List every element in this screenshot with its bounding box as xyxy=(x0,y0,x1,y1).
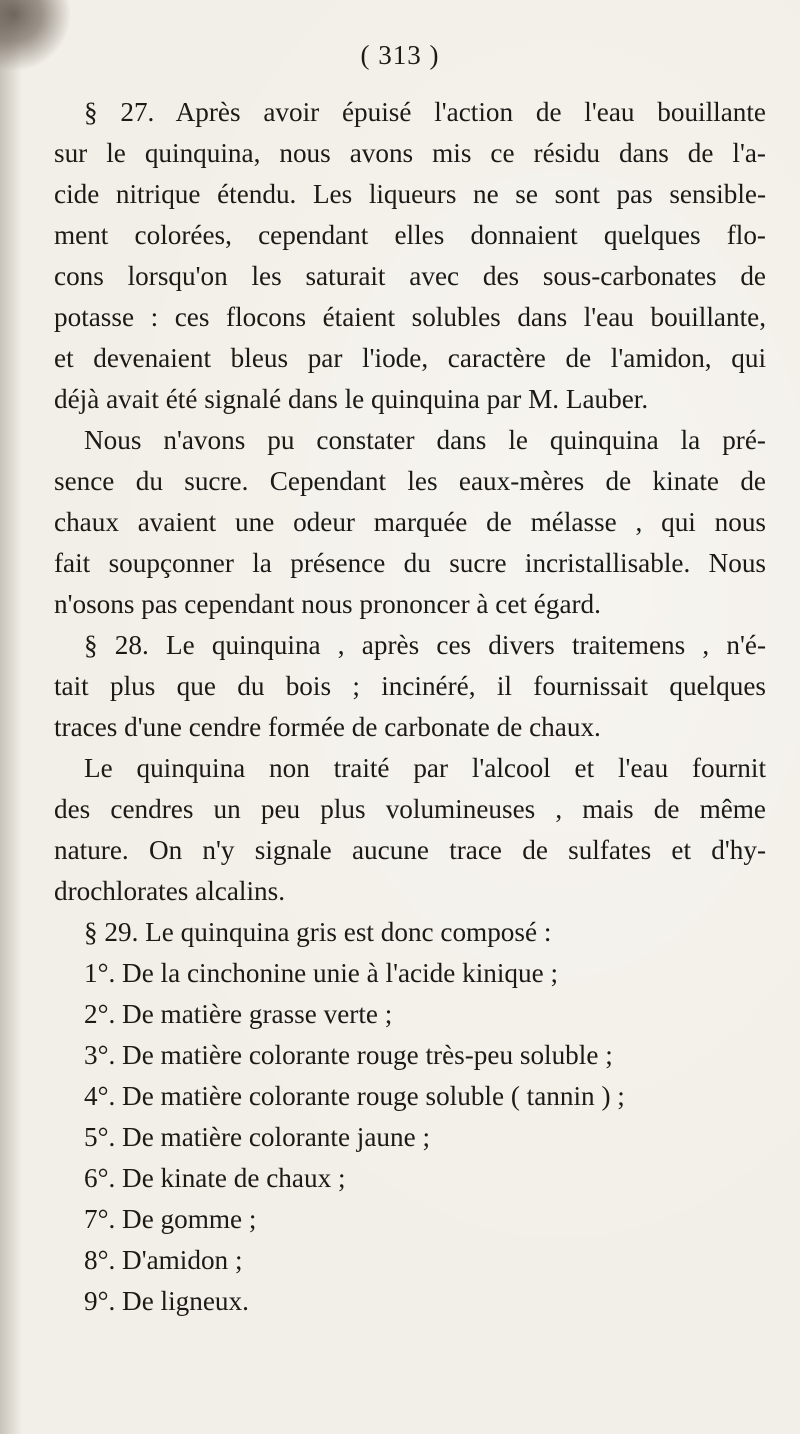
text-line: Le quinquina non traité par l'alcool et l'eau fournit xyxy=(84,753,766,783)
text-line: 7°. De gomme ; xyxy=(84,1204,257,1234)
text-line: 2°. De matière grasse verte ; xyxy=(84,999,393,1029)
text-line: fait soupçonner la présence du sucre incristallisable. Nous xyxy=(54,548,766,578)
text-line: cide nitrique étendu. Les liqueurs ne se sont pas sensible- xyxy=(54,179,766,209)
text-line: 4°. De matière colorante rouge soluble ( tannin ) ; xyxy=(84,1081,625,1111)
text-line: potasse : ces flocons étaient solubles dans l'eau bouillante, xyxy=(54,302,766,332)
page-number: ( 313 ) xyxy=(360,40,440,70)
text-line: des cendres un peu plus volumineuses , mais de même xyxy=(54,794,766,824)
text-line: traces d'une cendre formée de carbonate de chaux. xyxy=(54,712,601,742)
text-line: n'osons pas cependant nous prononcer à cet égard. xyxy=(54,589,601,619)
text-line: 6°. De kinate de chaux ; xyxy=(84,1163,346,1193)
text-line: sence du sucre. Cependant les eaux-mères de kinate de xyxy=(54,466,766,496)
text-line: 8°. D'amidon ; xyxy=(84,1245,243,1275)
text-line: § 27. Après avoir épuisé l'action de l'eau bouillante xyxy=(84,97,766,127)
text-line: tait plus que du bois ; incinéré, il fournissait quelques xyxy=(54,671,766,701)
text-line: 5°. De matière colorante jaune ; xyxy=(84,1122,431,1152)
text-line: Nous n'avons pu constater dans le quinquina la pré- xyxy=(84,425,766,455)
text-line: cons lorsqu'on les saturait avec des sous-carbonates de xyxy=(54,261,766,291)
text-line: sur le quinquina, nous avons mis ce résidu dans de l'a- xyxy=(54,138,766,168)
text-line: ment colorées, cependant elles donnaient quelques flo- xyxy=(54,220,766,250)
text-line: déjà avait été signalé dans le quinquina par M. Lauber. xyxy=(54,384,649,414)
text-line: § 29. Le quinquina gris est donc composé : xyxy=(84,917,552,947)
text-line: nature. On n'y signale aucune trace de sulfates et d'hy- xyxy=(54,835,766,865)
body-text xyxy=(54,92,766,1322)
text-line: 9°. De ligneux. xyxy=(84,1286,249,1316)
text-line: § 28. Le quinquina , après ces divers traitemens , n'é- xyxy=(84,630,766,660)
text-line: chaux avaient une odeur marquée de mélasse , qui nous xyxy=(54,507,766,537)
binding-shadow xyxy=(0,0,22,1434)
text-line: et devenaient bleus par l'iode, caractère de l'amidon, qui xyxy=(54,343,766,373)
text-line: 1°. De la cinchonine unie à l'acide kinique ; xyxy=(84,958,559,988)
text-line: drochlorates alcalins. xyxy=(54,876,286,906)
text-line: 3°. De matière colorante rouge très-peu soluble ; xyxy=(84,1040,613,1070)
